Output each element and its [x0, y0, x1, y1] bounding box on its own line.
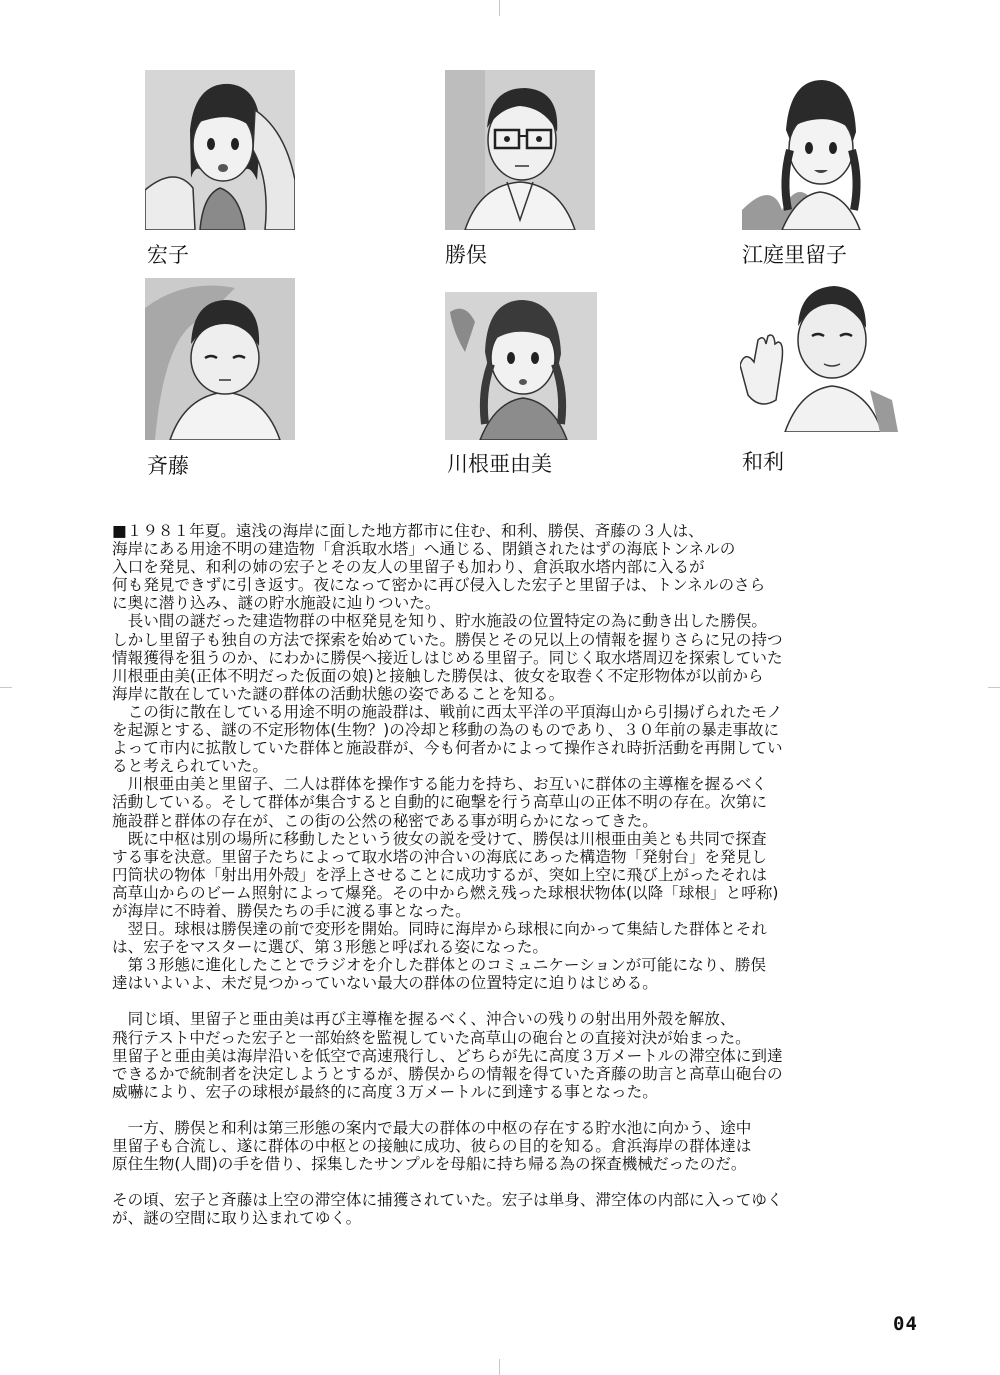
- page-number: 04: [893, 1313, 918, 1335]
- character-illustration: [145, 278, 295, 440]
- portrait-hiroko: [145, 70, 295, 230]
- character-name: 斉藤: [147, 454, 189, 478]
- story-paragraph: 翌日。球根は勝俣達の前で変形を開始。同時に海岸から球根に向かって集結した群体とそれ は、宏子をマスターに選び、第３形態と呼ばれる姿になった。: [112, 920, 767, 957]
- character-illustration: [445, 70, 595, 230]
- crop-mark-left: [0, 687, 12, 688]
- story-synopsis: [112, 522, 902, 1227]
- character-illustration: [145, 70, 295, 230]
- character-illustration: [445, 292, 597, 440]
- character-name: 和利: [742, 450, 784, 474]
- story-paragraph: ■１９８１年夏。遠浅の海岸に面した地方都市に住む、和利、勝俣、斉藤の３人は、 海岸にある用途不明の建造物「倉浜取水塔」へ通じる、閉鎖されたはずの海底トンネルの 入口を発見、和利の姉の宏子とその友人の里留子も加わり、倉浜取水塔内部に入るが 何も発見できずに引き返す。夜になって密かに再び侵入した宏子と里留子は、トンネルのさら に奥に潜り込み、謎の貯水施設に辿りついた。: [112, 522, 766, 613]
- portrait-saito: [145, 278, 295, 440]
- crop-mark-top: [499, 0, 500, 16]
- paragraph-gap: [112, 1101, 902, 1119]
- story-paragraph: 一方、勝俣と和利は第三形態の案内で最大の群体の中枢の存在する貯水池に向かう、途中 里留子も合流し、遂に群体の中枢との接触に成功、彼らの目的を知る。倉浜海岸の群体達は 原住生物(人間)の手を借り、採集したサンプルを母船に持ち帰る為の探査機械だったのだ。: [112, 1118, 752, 1174]
- character-name: 宏子: [147, 243, 189, 267]
- story-paragraph: 長い間の謎だった建造物群の中枢発見を知り、貯水施設の位置特定の為に動き出した勝俣。 しかし里留子も独自の方法で探索を始めていた。勝俣とその兄以上の情報を握りさらに兄の持つ 情報獲得を狙うのか、にわかに勝俣へ接近しはじめる里留子。同じく取水塔周辺を探索していた 川根亜由美(正体不明だった仮面の娘)と接触した勝俣は、彼女を取巻く不定形物体が以前から 海岸に散在していた謎の群体の活動状態の姿であることを知る。: [112, 612, 783, 703]
- crop-mark-right: [988, 687, 1000, 688]
- portrait-eba-riruko: [742, 70, 897, 230]
- crop-mark-bottom: [499, 1359, 500, 1375]
- story-paragraph: 川根亜由美と里留子、二人は群体を操作する能力を持ち、お互いに群体の主導権を握るべく 活動している。そして群体が集合すると自動的に砲撃を行う高草山の正体不明の存在。次第に 施設群と群体の存在が、この街の公然の秘密である事が明らかになってきた。: [112, 775, 767, 830]
- paragraph-gap: [112, 992, 902, 1010]
- story-paragraph: この街に散在している用途不明の施設群は、戦前に西太平洋の平頂海山から引揚げられたモノ を起源とする、謎の不定形物体(生物？)の冷却と移動の為のものであり、３０年前の暴走事故に よって市内に拡散していた群体と施設群が、今も何者かによって操作され時折活動を再開してい ると考えられていた。: [112, 702, 783, 776]
- portrait-kawane-ayumi: [445, 292, 597, 440]
- character-name: 江庭里留子: [742, 243, 847, 267]
- story-paragraph: その頃、宏子と斉藤は上空の滞空体に捕獲されていた。宏子は単身、滞空体の内部に入ってゆく が、謎の空間に取り込まれてゆく。: [112, 1191, 783, 1228]
- character-illustration: [740, 270, 898, 432]
- character-name: 勝俣: [445, 243, 487, 267]
- character-name: 川根亜由美: [447, 452, 552, 476]
- character-illustration: [742, 70, 897, 230]
- portrait-kazutoshi: [740, 270, 898, 432]
- paragraph-gap: [112, 1173, 902, 1191]
- portrait-katsumata: [445, 70, 595, 230]
- story-paragraph: 既に中枢は別の場所に移動したという彼女の説を受けて、勝俣は川根亜由美とも共同で探査 する事を決意。里留子たちによって取水塔の沖合いの海底にあった構造物「発射台」を発見し 円筒状の物体「射出用外殻」を浮上させることに成功するが、突如上空に飛び上がったそれは 高草山からのビーム照射によって爆発。その中から燃え残った球根状物体(以降「球根」と呼称) が海岸に不時着、勝俣たちの手に渡る事となった。: [112, 829, 779, 920]
- story-paragraph: 第３形態に進化したことでラジオを介した群体とのコミュニケーションが可能になり、勝俣 達はいよいよ、未だ見つかっていない最大の群体の位置特定に迫りはじめる。: [112, 956, 767, 993]
- story-paragraph: 同じ頃、里留子と亜由美は再び主導権を握るべく、沖合いの残りの射出用外殻を解放、 飛行テスト中だった宏子と一部始終を監視していた高草山の砲台との直接対決が始まった。 里留子と亜由美は海岸沿いを低空で高速飛行し、どちらが先に高度３万メートルの滞空体に到達 できるかで統制者を決定しようとするが、勝俣からの情報を得ていた斉藤の助言と高草山砲台の 威嚇により、宏子の球根が最終的に高度３万メートルに到達する事となった。: [112, 1010, 783, 1101]
